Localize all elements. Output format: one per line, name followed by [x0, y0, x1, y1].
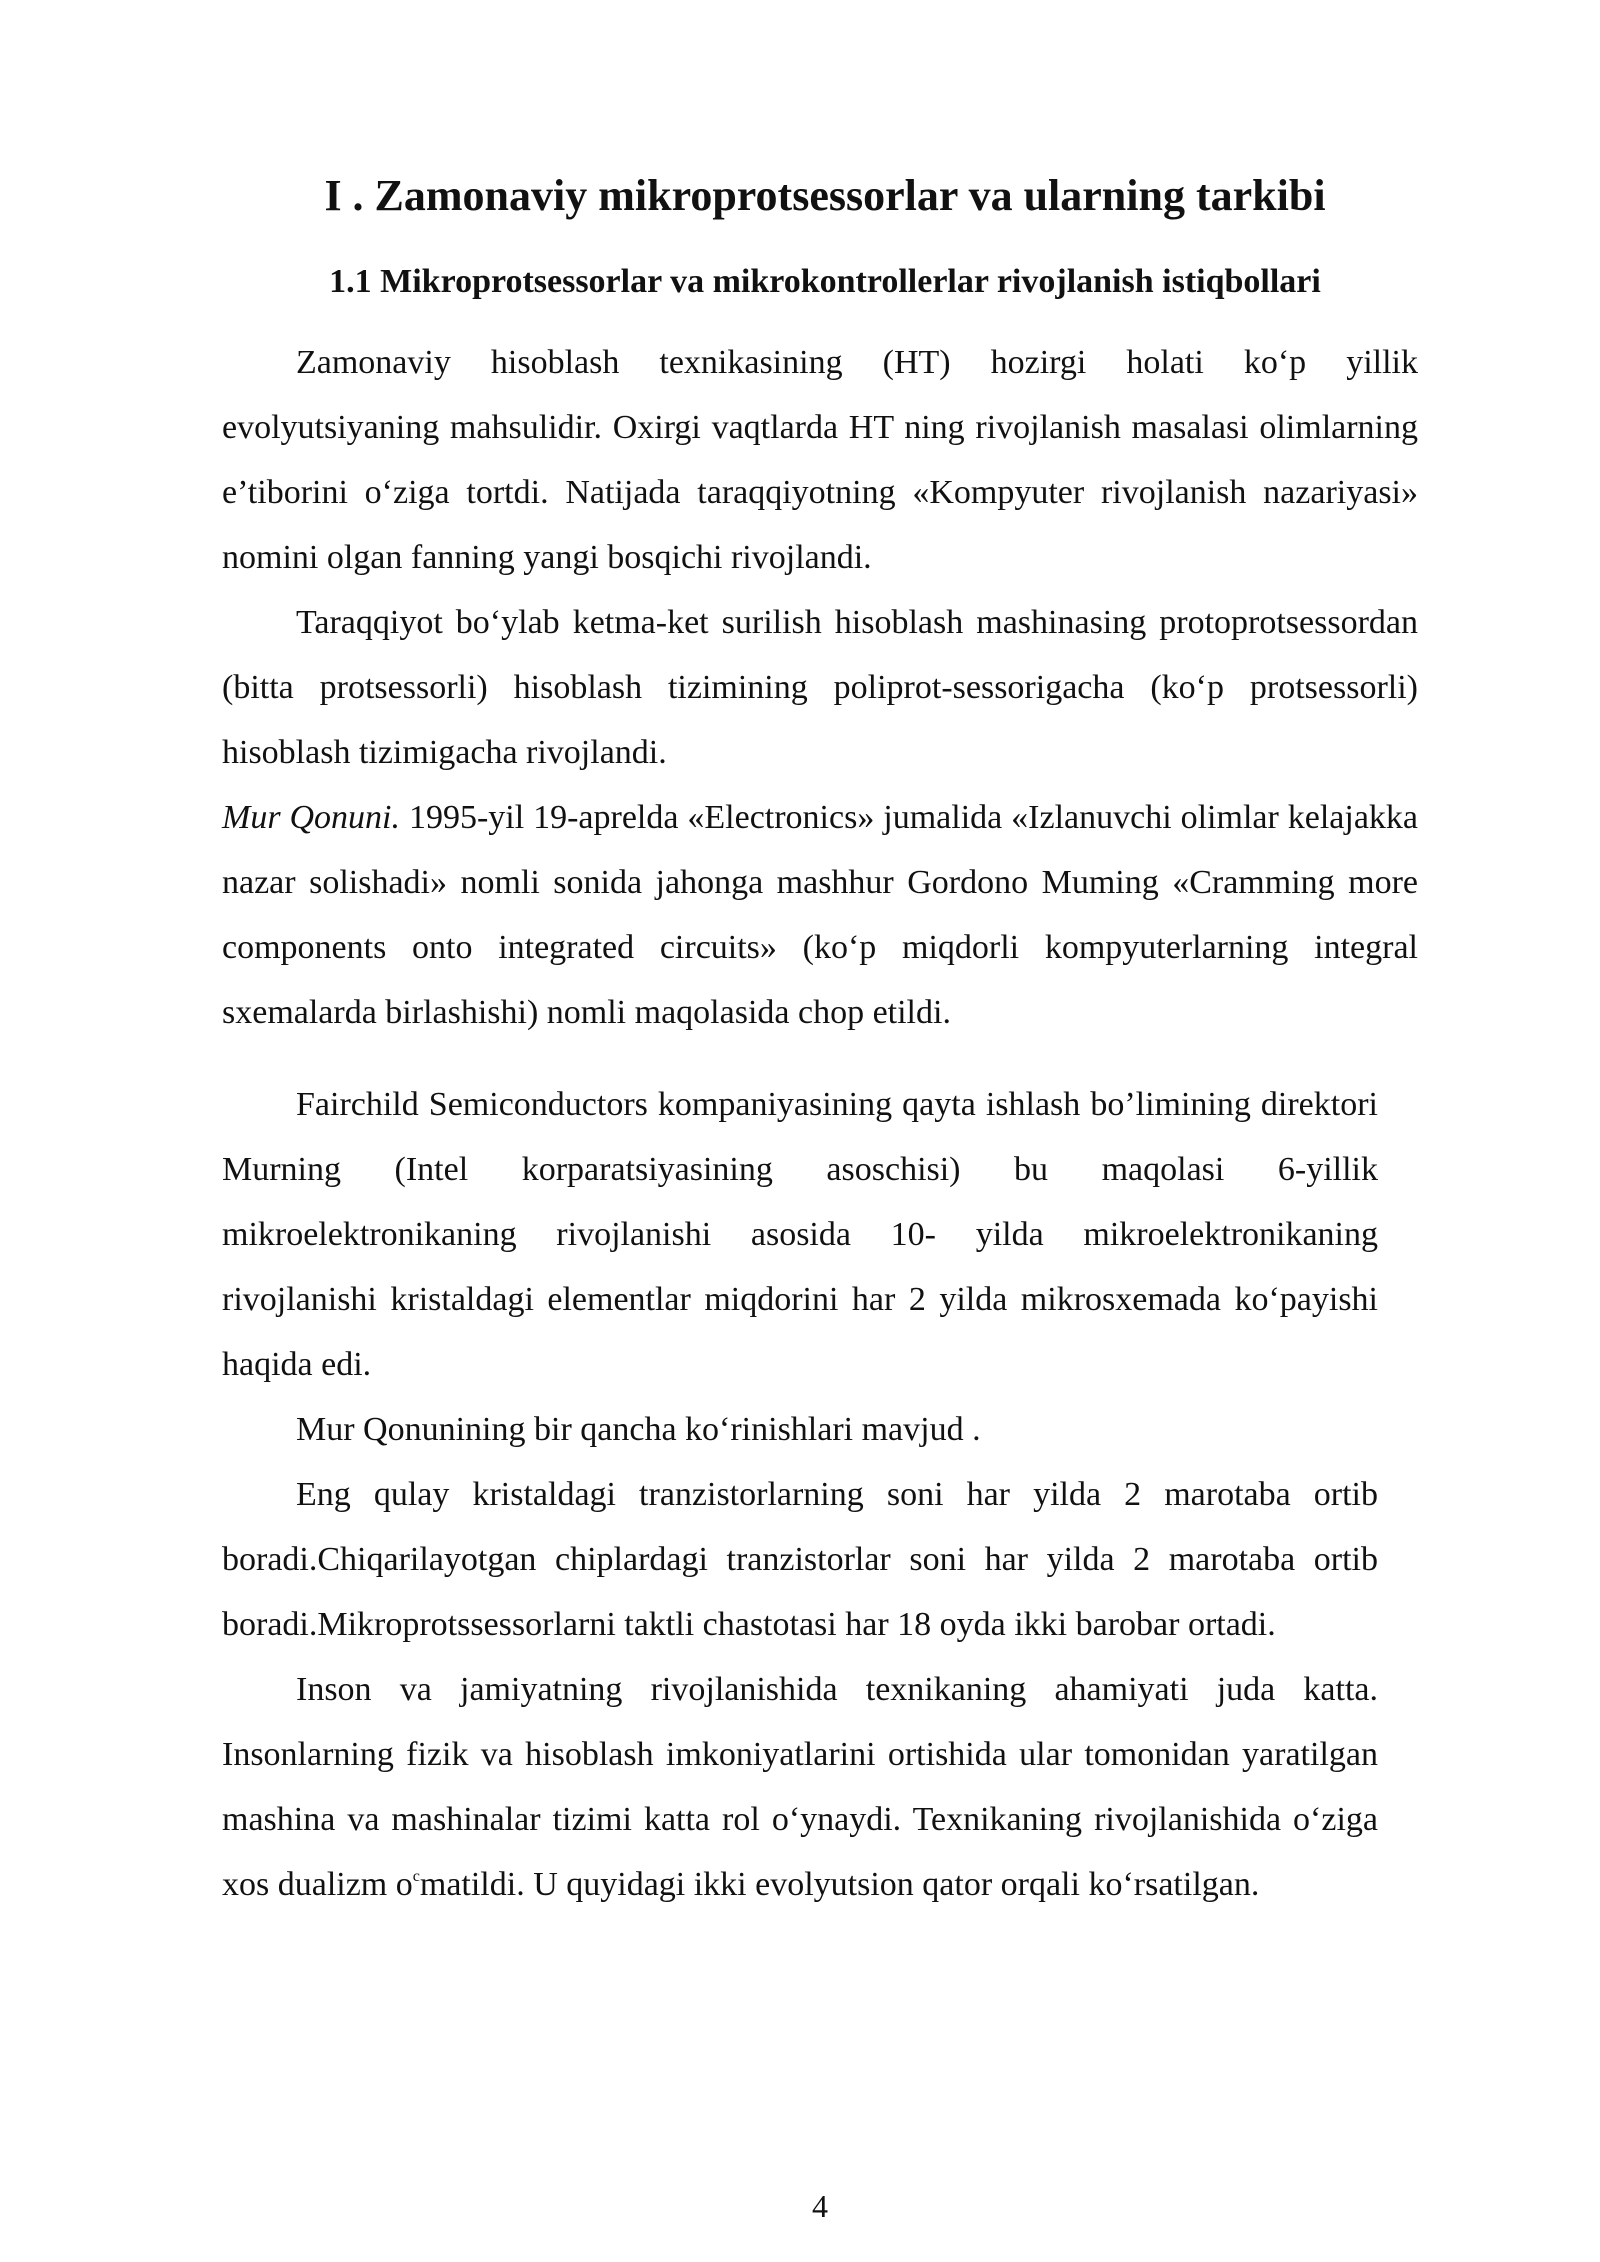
paragraph-moores-law-forms: Mur Qonunining bir qancha ko‘rinishlari mavjud . — [296, 1411, 981, 1448]
page-number: 4 — [812, 2188, 828, 2224]
paragraph-technology — [222, 1657, 1378, 1917]
superscript-mark: c — [412, 1868, 420, 1885]
moores-law-lead: Mur Qonuni. — [222, 799, 400, 836]
technology-text-end: matildi. U quyidagi ikki evolyutsion qator orqali ko‘rsatilgan. — [419, 1866, 1260, 1903]
moores-law-text: 1995-yil 19-aprelda «Electronics» jumalida «Izlanuvchi olimlar kelajakka nazar solishadi» nomli sonida jahonga mashhur Gordono Muming «Cramming more components onto integrated circuits» (ko‘p miqdorli kompyuterlarning integral sxemalarda birlashishi) nomli maqolasida chop etildi. — [222, 799, 1418, 1031]
body-text-block-2 — [222, 1072, 1378, 1917]
body-text-block-1 — [222, 330, 1418, 1045]
technology-text-start: Inson va jamiyatning rivojlanishida texnikaning ahamiyati juda katta. Insonlarning fizik va hisoblash imkoniyatlarini ortishida ular tomonidan yaratilgan mashina va mashinalar tizimi katta rol o‘ynaydi. Texnikaning rivojlanishida o‘ziga xos dualizm o — [222, 1671, 1378, 1903]
paragraph-intro: Zamonaviy hisoblash texnikasining (HT) hozirgi holati ko‘p yillik evolyutsiyaning mahsulidir. Oxirgi vaqtlarda HT ning rivojlanish masalasi olimlarning e’tiborini o‘ziga tortdi. Natijada taraqqiyotning «Kompyuter rivojlanish nazariyasi» nomini olgan fanning yangi bosqichi rivojlandi. — [222, 344, 1418, 576]
paragraph-transistors: Eng qulay kristaldagi tranzistorlarning soni har yilda 2 marotaba ortib boradi.Chiqarilayotgan chiplardagi tranzistorlar soni har yilda 2 marotaba ortib boradi.Mikroprotssessorlarni taktli chastotasi har 18 oyda ikki barobar ortadi. — [222, 1476, 1378, 1643]
chapter-title: I . Zamonaviy mikroprotsessorlar va ularning tarkibi — [324, 171, 1326, 220]
paragraph-progress: Taraqqiyot bo‘ylab ketma-ket surilish hisoblash mashinasing protoprotsessordan (bitta protsessorli) hisoblash tizimining poliprot-sessorigacha (ko‘p protsessorli) hisoblash tizimigacha rivojlandi. — [222, 604, 1418, 771]
paragraph-moores-law — [222, 785, 1418, 1045]
paragraph-fairchild: Fairchild Semiconductors kompaniyasining qayta ishlash bo’limining direktori Murning (Intel korparatsiyasining asoschisi) bu maqolasi 6-yillik mikroelektronikaning rivojlanishi asosida 10- yilda mikroelektronikaning rivojlanishi kristaldagi elementlar miqdorini har 2 yilda mikrosxemada ko‘payishi haqida edi. — [222, 1086, 1378, 1383]
section-title: 1.1 Mikroprotsessorlar va mikrokontrollerlar rivojlanish istiqbollari — [329, 263, 1321, 300]
